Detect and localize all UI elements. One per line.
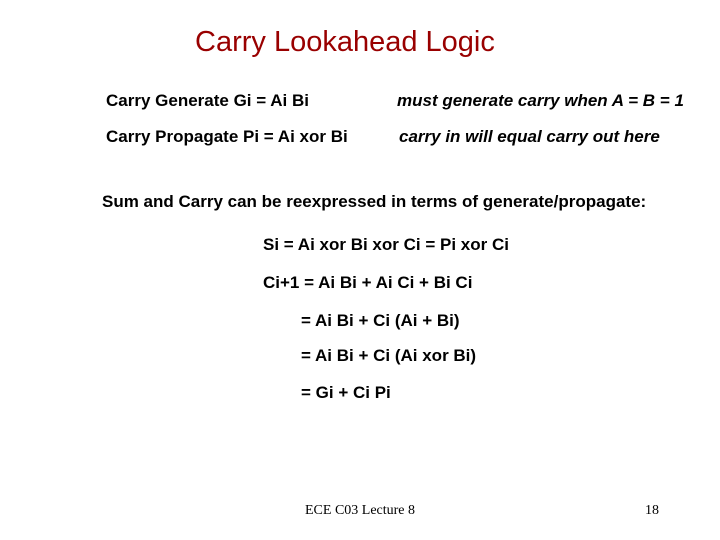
carry-generate-definition: Carry Generate Gi = Ai Bi [106,91,309,110]
footer-course: ECE C03 Lecture 8 [305,503,416,518]
intro-text: Sum and Carry can be reexpressed in terms of generate/propagate: [102,192,647,211]
footer-page-number: 18 [645,503,659,518]
carry-step: = Ai Bi + Ci (Ai xor Bi) [301,346,477,365]
carry-propagate-definition: Carry Propagate Pi = Ai xor Bi [106,127,348,146]
carry-propagate-note: carry in will equal carry out here [399,127,660,146]
carry-step: = Gi + Ci Pi [301,383,391,402]
carry-step: = Ai Bi + Ci (Ai + Bi) [301,311,460,330]
carry-generate-note: must generate carry when A = B = 1 [397,91,684,110]
slide-title: Carry Lookahead Logic [195,26,495,58]
sum-equation: Si = Ai xor Bi xor Ci = Pi xor Ci [263,235,509,254]
carry-equation: Ci+1 = Ai Bi + Ai Ci + Bi Ci [263,273,473,292]
